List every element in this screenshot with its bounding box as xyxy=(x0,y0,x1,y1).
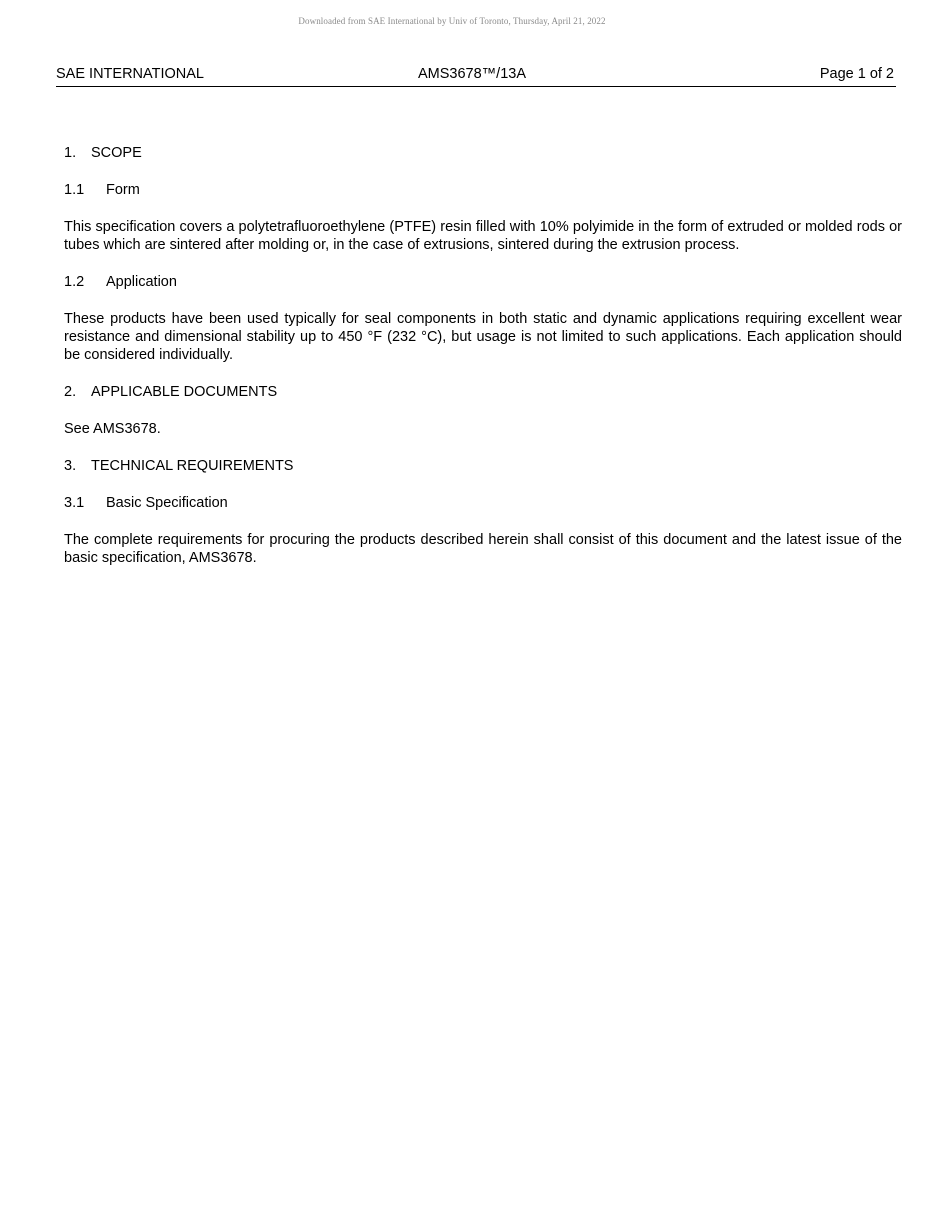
section-title: TECHNICAL REQUIREMENTS xyxy=(91,458,294,474)
section-heading-application xyxy=(64,273,902,291)
section-title: Basic Specification xyxy=(106,495,228,511)
section-heading-scope xyxy=(64,144,902,162)
document-body xyxy=(64,144,902,586)
paragraph-form: This specification covers a polytetrafluoroethylene (PTFE) resin filled with 10% polyimide in the form of extruded or molded rods or tubes which are sintered after molding or, in the case of extrusions, sintered during the extrusion process. xyxy=(64,219,902,253)
section-number: 1. xyxy=(64,145,77,161)
paragraph-basic-specification: The complete requirements for procuring the products described herein shall consist of this document and the latest issue of the basic specification, AMS3678. xyxy=(64,532,902,566)
section-title: SCOPE xyxy=(91,145,142,161)
header-document-id: AMS3678™/13A xyxy=(418,66,527,82)
section-heading-applicable-documents xyxy=(64,383,902,401)
section-heading-form xyxy=(64,181,902,199)
section-title: Application xyxy=(106,274,177,290)
section-heading-technical-requirements xyxy=(64,457,902,475)
download-notice: Downloaded from SAE International by Univ of Toronto, Thursday, April 21, 2022 xyxy=(298,16,606,26)
section-number: 1.1 xyxy=(64,182,85,198)
section-heading-basic-specification xyxy=(64,494,902,512)
section-number: 3.1 xyxy=(64,495,85,511)
paragraph-applicable-documents: See AMS3678. xyxy=(64,421,161,437)
paragraph-application: These products have been used typically for seal components in both static and dynamic applications requiring excellent wear resistance and dimensional stability up to 450 °F (232 °C), but usage is not limited to such applications. Each application should be considered individually. xyxy=(64,311,902,363)
section-number: 1.2 xyxy=(64,274,85,290)
section-number: 2. xyxy=(64,384,77,400)
section-title: Form xyxy=(106,182,140,198)
header-organization: SAE INTERNATIONAL xyxy=(56,66,204,82)
section-title: APPLICABLE DOCUMENTS xyxy=(91,384,278,400)
section-number: 3. xyxy=(64,458,77,474)
header-page-number: Page 1 of 2 xyxy=(819,66,894,82)
page-header xyxy=(56,66,896,87)
